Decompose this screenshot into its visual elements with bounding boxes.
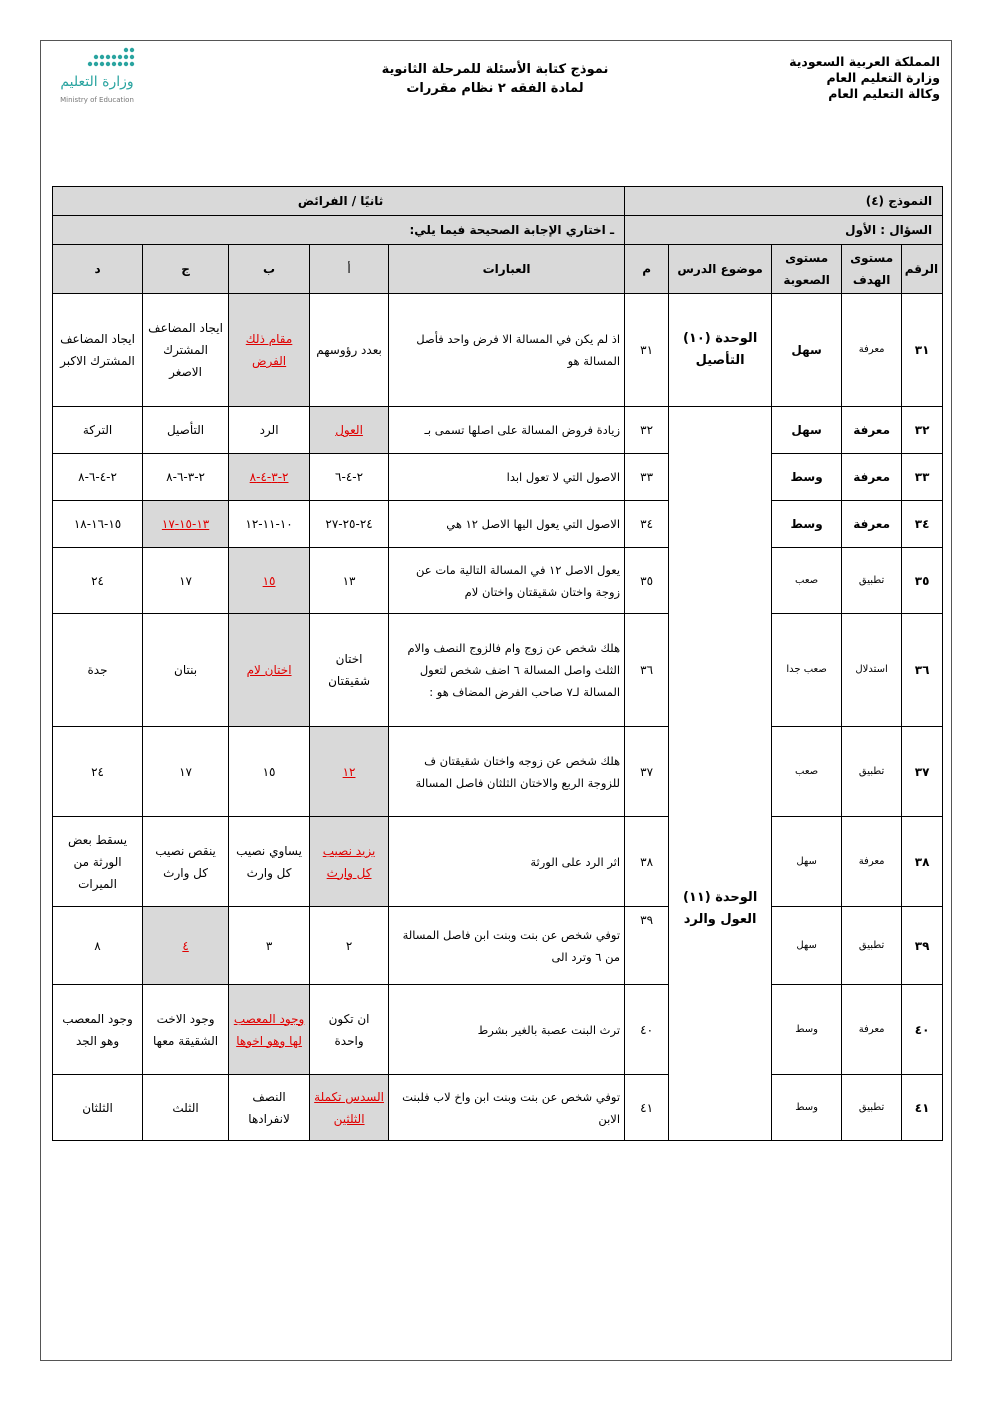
row-statement: يعول الاصل ١٢ في المسالة التالية مات عن زوجة واختان شقيقتان واختان لام [389,548,625,614]
row-statement: اذ لم يكن في المسالة الا فرض واحد فأصل المسالة هو [389,294,625,407]
option-c: التأصيل [143,407,229,454]
row-num: ٣٣ [902,454,943,501]
option-c-correct: ٤ [143,907,229,985]
option-d: يسقط بعض الورثة من الميرات [53,817,143,907]
option-c: ١٧ [143,548,229,614]
row-statement: توفي شخص عن بنت وبنت ابن فاصل المسالة من ٦ وترد الى [389,907,625,985]
question-title: السؤال : الأول [625,216,943,245]
row-m: ٣٤ [625,501,669,548]
questions-table [52,186,943,1141]
row-difficulty: سهل [772,294,842,407]
option-a-correct: السدس تكملة الثلثين [310,1075,389,1141]
row-difficulty: سهل [772,407,842,454]
row-num: ٤١ [902,1075,943,1141]
option-d: ٢٤ [53,548,143,614]
option-d: ١٥-١٦-١٨ [53,501,143,548]
option-c: وجود الاخت الشقيقة معها [143,985,229,1075]
table-row [53,614,943,727]
row-m: ٣٣ [625,454,669,501]
row-statement: هلك شخص عن زوجه واختان شقيقتان ف للزوجة الربع والاختان الثلثان فاصل المسالة [389,727,625,817]
unit-10: الوحدة (١٠) التأصيل [669,294,772,407]
option-d: جدة [53,614,143,727]
option-b-correct: اختان لام [229,614,310,727]
row-num: ٣٧ [902,727,943,817]
row-num: ٣٦ [902,614,943,727]
row-num: ٣١ [902,294,943,407]
row-m: ٣٧ [625,727,669,817]
option-c: ٢-٣-٦-٨ [143,454,229,501]
row-difficulty: وسط [772,1075,842,1141]
ministry-logo [52,46,142,106]
row-m: ٣٨ [625,817,669,907]
row-statement: هلك شخص عن زوج وام فالزوج النصف والام الثلث واصل المسالة ٦ اضف شخص لتعول المسالة لـ٧ صاحب الفرض المضاف هو : [389,614,625,727]
row-goal: معرفة [842,985,902,1075]
row-num: ٣٩ [902,907,943,985]
row-difficulty: سهل [772,907,842,985]
table-row [53,407,943,454]
header-num: الرقم [902,245,943,294]
option-a: ٢-٤-٦ [310,454,389,501]
row-m: ٣٥ [625,548,669,614]
unit-11-label: الوحدة (١١) العول والرد [682,889,758,927]
option-c: بنتان [143,614,229,727]
question-row [53,216,943,245]
table-row [53,817,943,907]
option-b: ٣ [229,907,310,985]
header-c: ج [143,245,229,294]
option-d: ٢٤ [53,727,143,817]
row-statement: ترث البنت عصبة بالغير بشرط [389,985,625,1075]
column-headers [53,245,943,294]
row-m: ٣٩ [625,907,669,985]
form-subtitle: لمادة الفقه ٢ نظام مقررات [406,81,584,96]
option-a: ان تكون واحدة [310,985,389,1075]
row-m: ٣٦ [625,614,669,727]
row-difficulty: صعب [772,548,842,614]
row-num: ٣٢ [902,407,943,454]
option-b-correct: ٢-٣-٤-٨ [229,454,310,501]
row-goal: تطبيق [842,548,902,614]
option-b: النصف لانفرادها [229,1075,310,1141]
option-b: الرد [229,407,310,454]
header-m: م [625,245,669,294]
option-a: ٢ [310,907,389,985]
option-c-correct: ١٣-١٥-١٧ [143,501,229,548]
option-d: الثلثان [53,1075,143,1141]
row-num: ٣٤ [902,501,943,548]
row-statement: الاصول التي يعول اليها الاصل ١٢ هي [389,501,625,548]
table-row [53,294,943,407]
row-goal: تطبيق [842,907,902,985]
row-goal: معرفة [842,501,902,548]
row-num: ٣٨ [902,817,943,907]
form-title: نموذج كتابة الأسئلة للمرحلة الثانوية [381,62,609,77]
table-row [53,907,943,985]
table-row [53,501,943,548]
model-row [53,187,943,216]
header-topic: موضوع الدرس [669,245,772,294]
row-goal: معرفة [842,407,902,454]
option-b: ١٥ [229,727,310,817]
model-title: النموذج (٤) [625,187,943,216]
header-difficulty: مستوى الصعوبة [772,245,842,294]
option-c: ايجاد المضاعف المشترك الاصغر [143,294,229,407]
row-goal: معرفة [842,817,902,907]
ministry-name: وزارة التعليم العام [826,70,940,85]
row-statement: زيادة فروض المسالة على اصلها تسمى بـ [389,407,625,454]
row-m: ٣١ [625,294,669,407]
table-row [53,454,943,501]
agency-name: وكالة التعليم العام [828,86,940,101]
option-a: اختان شقيقتان [310,614,389,727]
logo-arabic-text: وزارة التعليم [60,74,134,90]
option-a: ١٣ [310,548,389,614]
row-m: ٤٠ [625,985,669,1075]
table-row [53,1075,943,1141]
option-b: يساوي نصيب كل وارث [229,817,310,907]
row-difficulty: صعب [772,727,842,817]
table-row [53,548,943,614]
option-b-correct: وجود المعصب لها وهو اخوها [229,985,310,1075]
row-m: ٤١ [625,1075,669,1141]
row-difficulty: سهل [772,817,842,907]
option-a-correct: يزيد نصيب كل وارث [310,817,389,907]
row-difficulty: صعب جدا [772,614,842,727]
option-d: التركة [53,407,143,454]
unit-11 [669,407,772,1141]
option-c: الثلث [143,1075,229,1141]
row-statement: اثر الرد على الورثة [389,817,625,907]
row-m: ٣٢ [625,407,669,454]
option-d: ايجاد المضاعف المشترك الاكبر [53,294,143,407]
row-goal: معرفة [842,294,902,407]
header-right [789,54,940,102]
header-statement: العبارات [389,245,625,294]
row-difficulty: وسط [772,985,842,1075]
option-a-correct: العول [310,407,389,454]
row-num: ٤٠ [902,985,943,1075]
instruction: ـ اختاري الإجابة الصحيحة فيما يلي: [53,216,625,245]
row-goal: تطبيق [842,1075,902,1141]
row-goal: تطبيق [842,727,902,817]
option-b: ١٠-١١-١٢ [229,501,310,548]
option-d: ٨ [53,907,143,985]
logo-english-text: Ministry of Education [60,96,134,104]
header-goal: مستوى الهدف [842,245,902,294]
kingdom-name: المملكة العربية السعودية [789,54,940,69]
row-difficulty: وسط [772,454,842,501]
ministry-logo-dots-icon [84,46,140,70]
option-c: ينقص نصيب كل وارث [143,817,229,907]
option-b-correct: مقام ذلك الفرض [229,294,310,407]
table-row [53,727,943,817]
row-goal: معرفة [842,454,902,501]
option-a: بعدد رؤوسهم [310,294,389,407]
row-goal: استدلال [842,614,902,727]
option-c: ١٧ [143,727,229,817]
row-statement: توفي شخص عن بنت وبنت ابن واخ لاب فلبنت الابن [389,1075,625,1141]
row-difficulty: وسط [772,501,842,548]
table-row [53,985,943,1075]
header-a: أ [310,245,389,294]
row-num: ٣٥ [902,548,943,614]
option-d: وجود المعصب وهو الجد [53,985,143,1075]
header-b: ب [229,245,310,294]
option-b-correct: ١٥ [229,548,310,614]
option-d: ٢-٤-٦-٨ [53,454,143,501]
header-center [330,60,660,98]
row-statement: الاصول التي لا تعول ابدا [389,454,625,501]
section-title: ثانيًا / الفرائض [53,187,625,216]
option-a: ٢٤-٢٥-٢٧ [310,501,389,548]
option-a-correct: ١٢ [310,727,389,817]
header-d: د [53,245,143,294]
